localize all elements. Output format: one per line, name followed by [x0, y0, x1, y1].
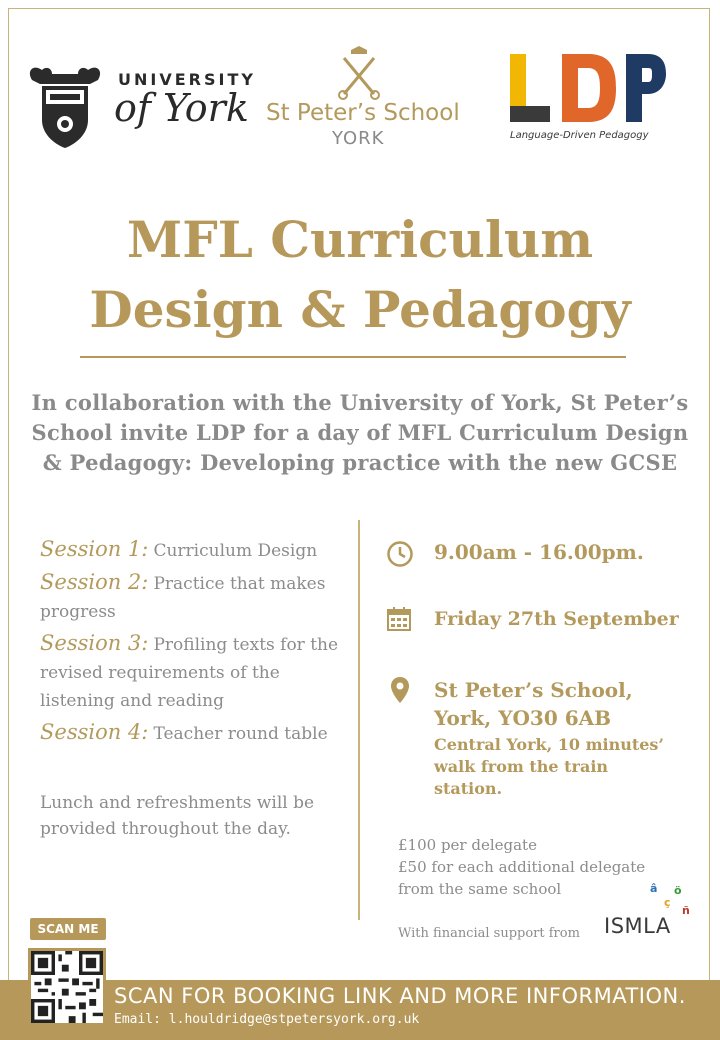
- footer-title: SCAN FOR BOOKING LINK AND MORE INFORMATION.: [114, 984, 686, 1008]
- session-3: [40, 630, 350, 715]
- venue-name: [434, 676, 633, 732]
- york-crest-logo: [24, 62, 106, 152]
- york-logo-top-text: UNIVERSITY: [118, 70, 256, 89]
- ismla-logo-text: ISMLA: [604, 914, 671, 938]
- column-divider: [358, 520, 360, 920]
- title-divider: [80, 356, 626, 358]
- event-time: 9.00am - 16.00pm.: [434, 540, 644, 564]
- sessions-list: [40, 536, 350, 748]
- ismla-bubble-3: ç: [664, 896, 671, 909]
- title-line-1: MFL Curriculum: [126, 210, 594, 269]
- session-4-text: Teacher round table: [153, 724, 328, 744]
- venue-line-2: York, YO30 6AB: [434, 706, 612, 730]
- event-date: Friday 27th September: [434, 608, 679, 630]
- footer-email[interactable]: Email: l.houldridge@stpetersyork.org.uk: [114, 1012, 420, 1027]
- ldp-tagline: Language-Driven Pedagogy: [510, 130, 649, 141]
- session-4-label: Session 4:: [40, 720, 149, 744]
- intro-line-3: & Pedagogy: Developing practice with the new GCSE: [42, 450, 678, 475]
- session-1-label: Session 1:: [40, 537, 149, 561]
- scan-me-badge: SCAN ME: [30, 918, 106, 940]
- price-line-1: £100 per delegate: [398, 836, 537, 854]
- venue-note-line-3: station.: [434, 779, 503, 798]
- session-1-text: Curriculum Design: [153, 541, 318, 561]
- session-1: [40, 536, 350, 565]
- session-3-text: Profiling texts for the revised requirements of the listening and reading: [40, 635, 339, 711]
- session-2-text: Practice that makes progress: [40, 574, 326, 622]
- session-2-label: Session 2:: [40, 570, 149, 594]
- intro-line-1: In collaboration with the University of York, St Peter’s: [31, 390, 689, 415]
- ldp-logo: [508, 50, 668, 126]
- stpeters-city: YORK: [332, 128, 385, 149]
- price-line-2: £50 for each additional delegate: [398, 858, 646, 876]
- crossed-keys-icon: [334, 44, 384, 100]
- session-4: [40, 719, 350, 748]
- location-pin-icon: [390, 676, 410, 708]
- calendar-icon: [386, 606, 412, 636]
- price-line-3: from the same school: [398, 880, 562, 898]
- session-2: [40, 569, 350, 626]
- intro-line-2: School invite LDP for a day of MFL Curriculum Design: [31, 420, 689, 445]
- york-logo-bottom-text: of York: [114, 86, 249, 130]
- support-text: With financial support from: [398, 926, 580, 941]
- session-3-label: Session 3:: [40, 631, 149, 655]
- ismla-bubble-2: ö: [674, 884, 682, 897]
- stpeters-school-name: St Peter’s School: [266, 100, 460, 126]
- ismla-bubble-1: â: [650, 882, 658, 895]
- ismla-bubble-4: ñ: [682, 904, 690, 917]
- clock-icon: [386, 540, 414, 572]
- lunch-note: Lunch and refreshments will be provided throughout the day.: [40, 793, 315, 839]
- title-line-2: Design & Pedagogy: [89, 280, 631, 339]
- venue-note: [434, 734, 664, 800]
- intro-paragraph: [20, 388, 700, 478]
- venue-note-line-2: walk from the train: [434, 757, 609, 776]
- venue-line-1: St Peter’s School,: [434, 678, 633, 702]
- venue-note-line-1: Central York, 10 minutes’: [434, 735, 664, 754]
- booking-qr-code[interactable]: [28, 948, 106, 1026]
- pricing: [398, 834, 645, 900]
